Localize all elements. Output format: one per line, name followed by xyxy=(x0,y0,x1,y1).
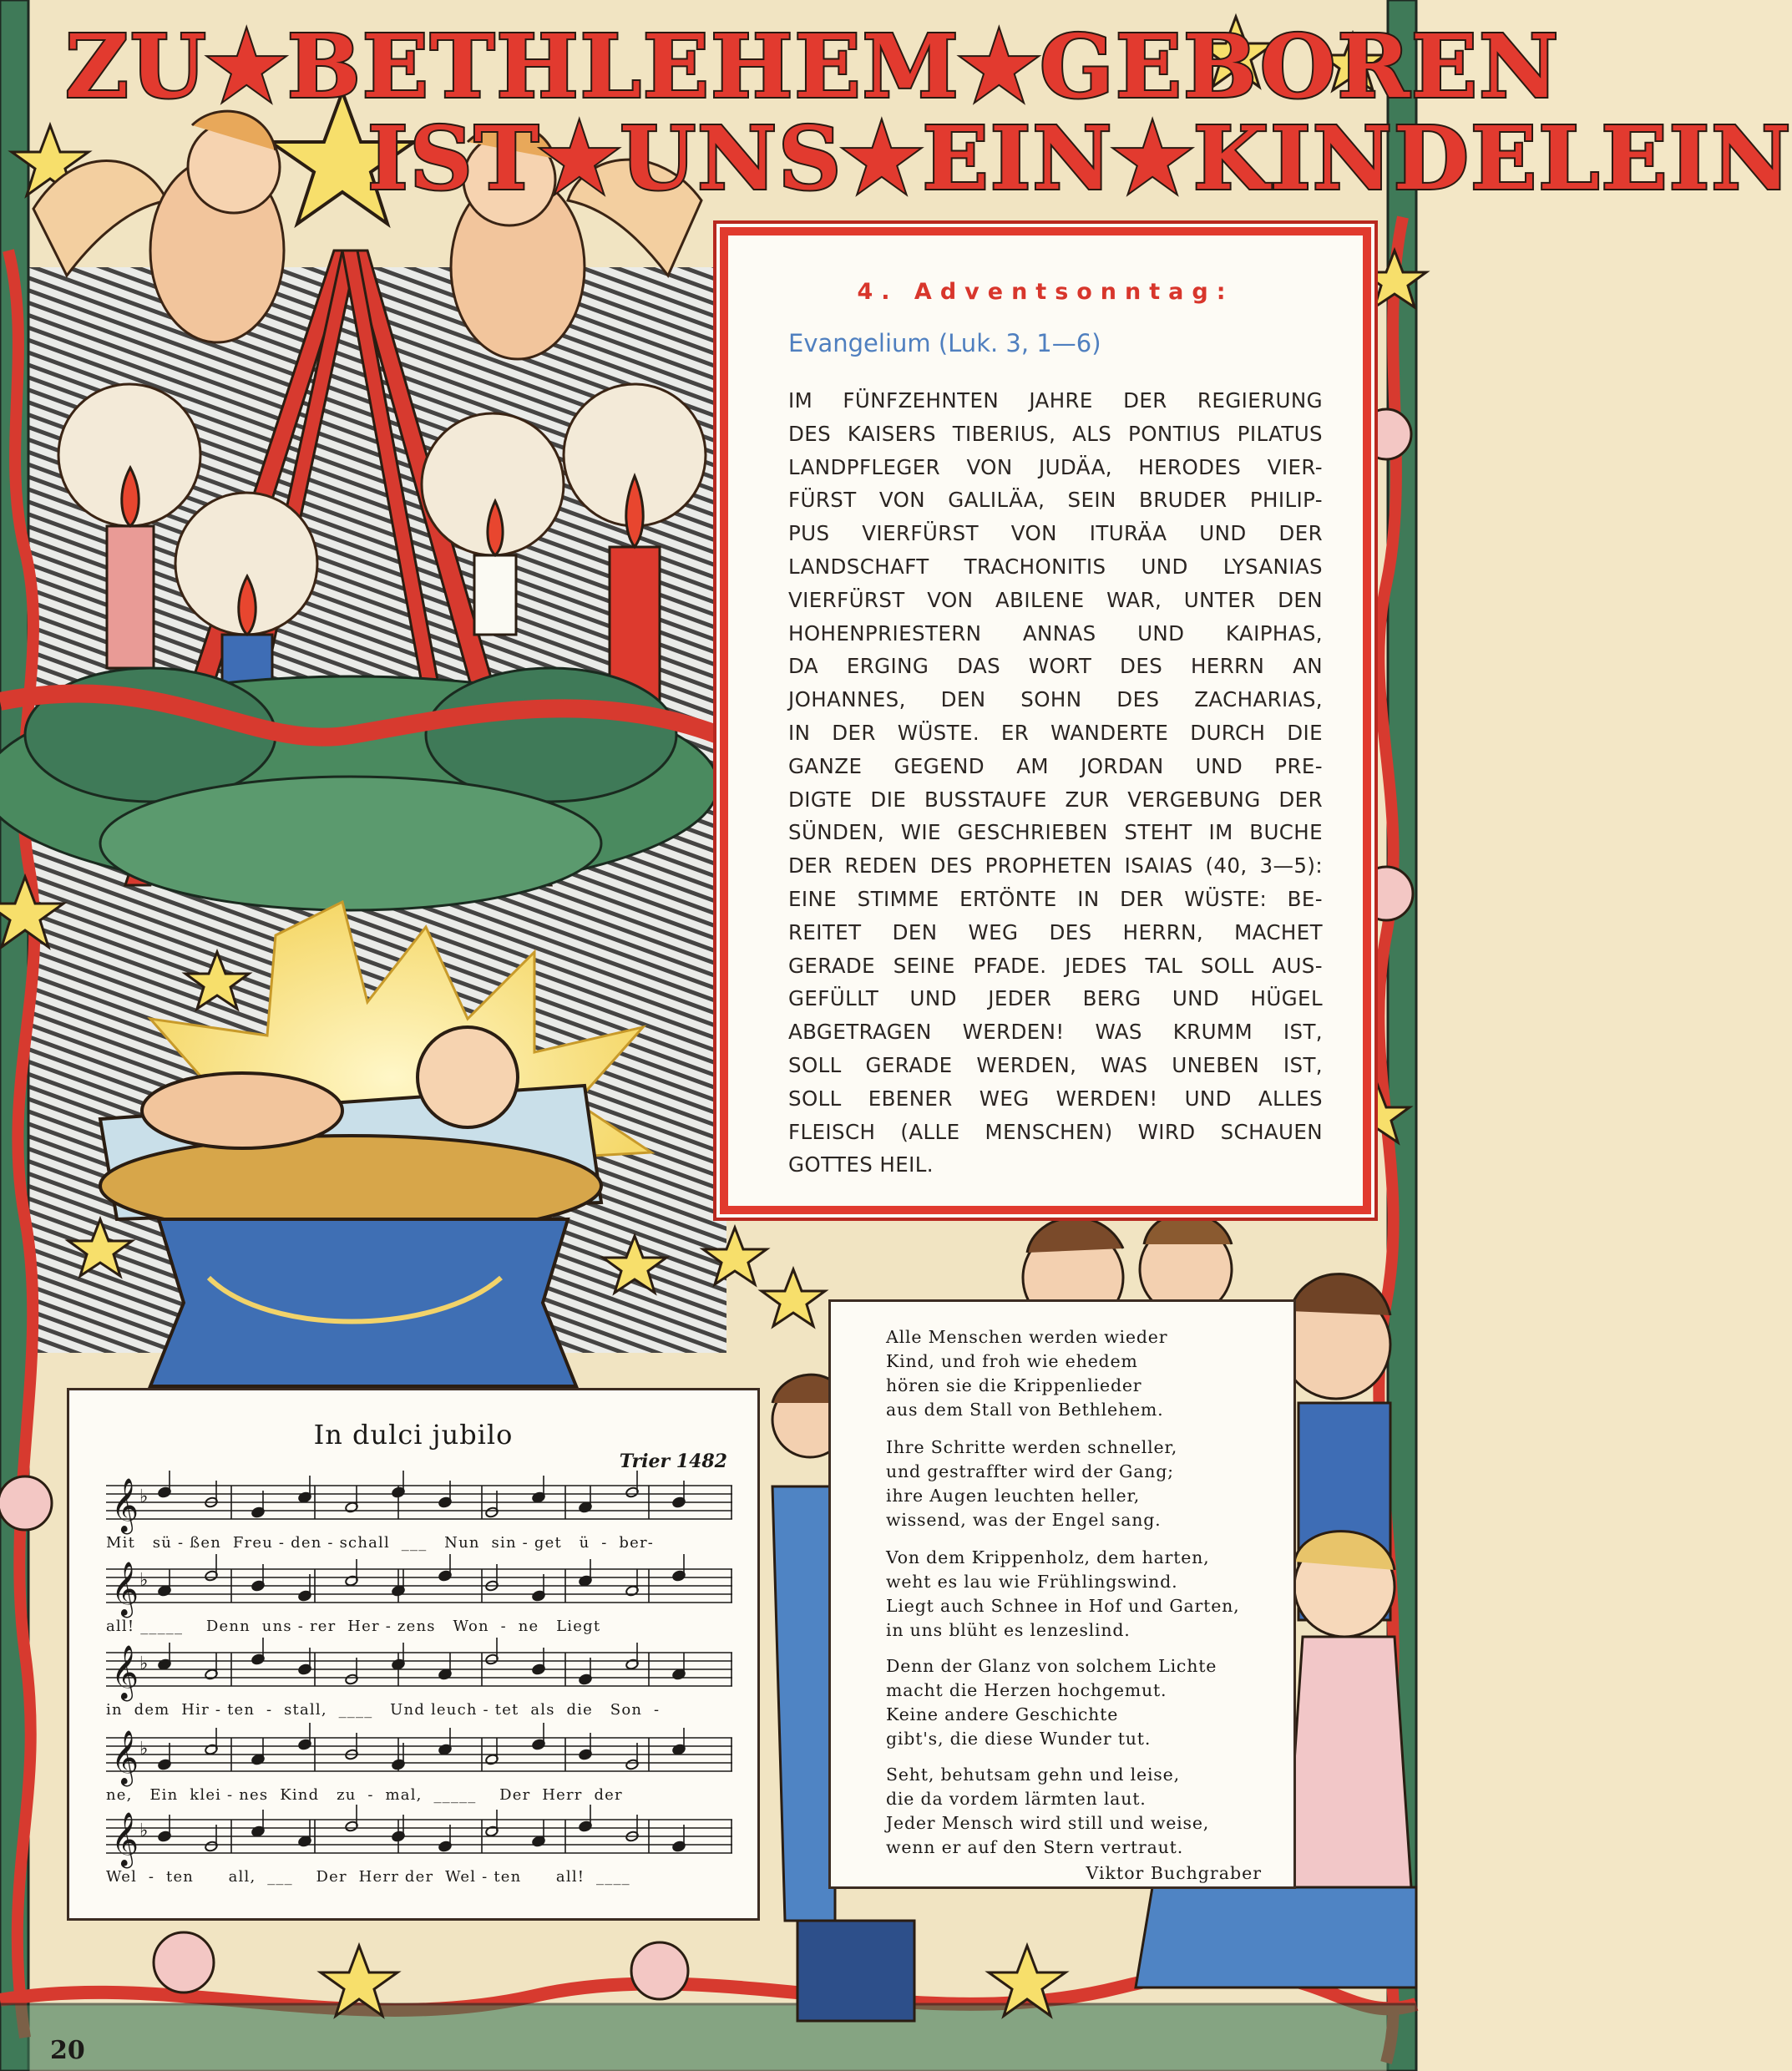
flat-icon: ♭ xyxy=(139,1739,149,1760)
treble-clef-icon: 𝄞 xyxy=(111,1730,139,1785)
poem-line: Ihre Schritte werden schneller, xyxy=(886,1437,1178,1457)
score-credit: Trier 1482 xyxy=(619,1451,727,1472)
treble-clef-icon: 𝄞 xyxy=(111,1562,139,1616)
poem-stanza xyxy=(886,1436,1278,1532)
poem-line: und gestraffter wird der Gang; xyxy=(886,1461,1174,1481)
gospel-line: SÜNDEN, WIE GESCHRIEBEN STEHT IM BUCHE xyxy=(788,820,1323,845)
staff-system xyxy=(106,1644,732,1728)
gospel-line: FÜRST VON GALILÄA, SEIN BRUDER PHILIP- xyxy=(788,488,1323,513)
gospel-line: PUS VIERFÜRST VON ITURÄA UND DER xyxy=(788,521,1323,546)
treble-clef-icon: 𝄞 xyxy=(111,1478,139,1532)
poem-line: wenn er auf den Stern vertraut. xyxy=(886,1837,1184,1857)
poem-stanza xyxy=(886,1325,1278,1422)
poem-line: Seht, behutsam gehn und leise, xyxy=(886,1765,1180,1785)
gospel-line: DIGTE DIE BUSSTAUFE ZUR VERGEBUNG DER xyxy=(788,787,1323,812)
flat-icon: ♭ xyxy=(139,1486,149,1507)
gospel-subheading: Evangelium (Luk. 3, 1—6) xyxy=(788,329,1101,357)
poem-line: Keine andere Geschichte xyxy=(886,1704,1119,1724)
gospel-line: REITET DEN WEG DES HERRN, MACHET xyxy=(788,919,1323,944)
gospel-line: FLEISCH (ALLE MENSCHEN) WIRD SCHAUEN xyxy=(788,1119,1323,1144)
gospel-box xyxy=(720,227,1371,1214)
poem-stanza xyxy=(886,1546,1278,1643)
poem-line: Kind, und froh wie ehedem xyxy=(886,1351,1138,1371)
gospel-heading: 4. Adventsonntag: xyxy=(857,279,1234,305)
poem-line: macht die Herzen hochgemut. xyxy=(886,1680,1167,1700)
staff-system xyxy=(106,1561,732,1644)
music-staff xyxy=(106,1477,732,1531)
staff-system xyxy=(106,1729,732,1813)
poem-stanza xyxy=(886,1763,1278,1860)
poem-author: Viktor Buchgraber xyxy=(1086,1863,1262,1883)
gospel-line: IM FÜNFZEHNTEN JAHRE DER REGIERUNG xyxy=(788,388,1323,413)
gospel-line: HOHENPRIESTERN ANNAS UND KAIPHAS, xyxy=(788,620,1323,646)
poem-line: ihre Augen leuchten heller, xyxy=(886,1486,1141,1506)
poem-line: Jeder Mensch wird still und weise, xyxy=(886,1813,1210,1833)
gospel-line: DES KAISERS TIBERIUS, ALS PONTIUS PILATUS xyxy=(788,421,1323,446)
gospel-line: VIERFÜRST VON ABILENE WAR, UNTER DEN xyxy=(788,587,1323,612)
score-title: In dulci jubilo xyxy=(313,1419,514,1451)
poem-line: aus dem Stall von Bethlehem. xyxy=(886,1400,1164,1420)
poem-line: Alle Menschen werden wieder xyxy=(886,1327,1168,1347)
gospel-line: SOLL EBENER WEG WERDEN! UND ALLES xyxy=(788,1086,1323,1111)
page-number: 20 xyxy=(50,2036,85,2065)
poem-line: Liegt auch Schnee in Hof und Garten, xyxy=(886,1596,1240,1616)
treble-clef-icon: 𝄞 xyxy=(111,1812,139,1866)
gospel-line: GANZE GEGEND AM JORDAN UND PRE- xyxy=(788,753,1323,778)
poem-line: Von dem Krippenholz, dem harten, xyxy=(886,1547,1210,1567)
gospel-line: JOHANNES, DEN SOHN DES ZACHARIAS, xyxy=(788,687,1323,712)
lyric-line: in dem Hir - ten - stall, ____ Und leuch - tet als die Son - xyxy=(106,1701,661,1719)
poem-line: in uns blüht es lenzeslind. xyxy=(886,1620,1131,1640)
gospel-line: DA ERGING DAS WORT DES HERRN AN xyxy=(788,654,1323,679)
lyric-line: all! _____ Denn uns - rer Her - zens Won - ne Liegt xyxy=(106,1618,601,1635)
gospel-line: GERADE SEINE PFADE. JEDES TAL SOLL AUS- xyxy=(788,953,1323,978)
poem-line: gibt's, die diese Wunder tut. xyxy=(886,1729,1152,1749)
headline-line-2: IST★UNS★EIN★KINDELEIN xyxy=(367,107,1792,210)
lyric-line: Wel - ten all, ___ Der Herr der Wel - ten all! ____ xyxy=(106,1868,630,1886)
poem-line: hören sie die Krippenlieder xyxy=(886,1375,1142,1395)
score-box xyxy=(67,1388,760,1921)
flat-icon: ♭ xyxy=(139,1570,149,1591)
poem-box xyxy=(828,1299,1296,1889)
gospel-line: SOLL GERADE WERDEN, WAS UNEBEN IST, xyxy=(788,1052,1323,1077)
flat-icon: ♭ xyxy=(139,1820,149,1841)
poem-stanza xyxy=(886,1654,1278,1751)
music-staff xyxy=(106,1729,732,1783)
music-staff xyxy=(106,1561,732,1614)
gospel-line: LANDSCHAFT TRACHONITIS UND LYSANIAS xyxy=(788,554,1323,579)
gospel-line: IN DER WÜSTE. ER WANDERTE DURCH DIE xyxy=(788,720,1323,745)
music-staff xyxy=(106,1644,732,1698)
lyric-line: Mit sü - ßen Freu - den - schall ___ Nun sin - get ü - ber- xyxy=(106,1534,655,1552)
staff-system xyxy=(106,1811,732,1895)
gospel-line: LANDPFLEGER VON JUDÄA, HERODES VIER- xyxy=(788,454,1323,479)
poem-line: die da vordem lärmten laut. xyxy=(886,1789,1147,1809)
gospel-line: DER REDEN DES PROPHETEN ISAIAS (40, 3—5): xyxy=(788,853,1323,879)
headline-line-1: ZU★BETHLEHEM★GEBOREN xyxy=(65,15,1561,118)
staff-system xyxy=(106,1477,732,1561)
poem-line: Denn der Glanz von solchem Lichte xyxy=(886,1656,1217,1676)
gospel-text xyxy=(788,384,1323,1182)
treble-clef-icon: 𝄞 xyxy=(111,1645,139,1699)
flat-icon: ♭ xyxy=(139,1653,149,1674)
gospel-line: GOTTES HEIL. xyxy=(788,1152,934,1177)
poem-line: weht es lau wie Frühlingswind. xyxy=(886,1572,1178,1592)
gospel-line: EINE STIMME ERTÖNTE IN DER WÜSTE: BE- xyxy=(788,886,1323,911)
poem-line: wissend, was der Engel sang. xyxy=(886,1510,1162,1530)
gospel-line: GEFÜLLT UND JEDER BERG UND HÜGEL xyxy=(788,986,1323,1011)
gospel-line: ABGETRAGEN WERDEN! WAS KRUMM IST, xyxy=(788,1020,1323,1045)
lyric-line: ne, Ein klei - nes Kind zu - mal, _____ Der Herr der xyxy=(106,1786,623,1804)
music-staff xyxy=(106,1811,732,1865)
